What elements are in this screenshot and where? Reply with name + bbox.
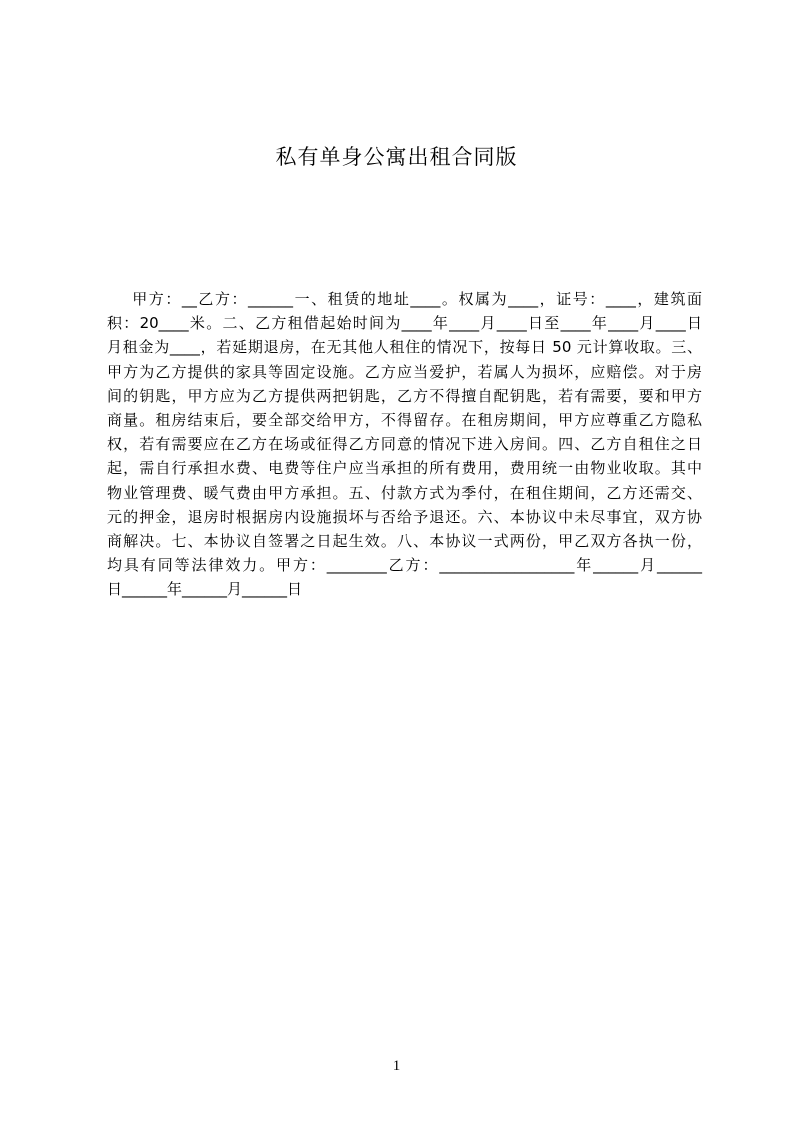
body-line-7: 权，若有需要应在乙方在场或征得乙方同意的情况下进入房间。四、乙方自租住之日 xyxy=(107,435,702,454)
body-line-2: 积：20____米。二、乙方租借起始时间为____年____月____日至____年____月____日 xyxy=(107,314,702,333)
body-line-4: 甲方为乙方提供的家具等固定设施。乙方应当爱护，若属人为损坏，应赔偿。对于房 xyxy=(107,362,702,381)
body-line-3: 月租金为____，若延期退房，在无其他人租住的情况下，按每日 50 元计算收取。三、 xyxy=(107,338,702,357)
body-line-1: 甲方：__乙方：______一、租赁的地址____。权属为____，证号：____，建筑面 xyxy=(107,290,702,308)
body-line-10: 元的押金，退房时根据房内设施损坏与否给予退还。六、本协议中未尽事宜，双方协 xyxy=(107,507,702,526)
body-line-5: 间的钥匙，甲方应为乙方提供两把钥匙，乙方不得擅自配钥匙，若有需要，要和甲方 xyxy=(107,386,702,405)
document-title: 私有单身公寓出租合同版 xyxy=(275,145,518,169)
body-line-13: 日______年______月______日 xyxy=(107,580,303,599)
page-number: 1 xyxy=(392,1058,401,1074)
body-line-9: 物业管理费、暖气费由甲方承担。五、付款方式为季付，在租住期间，乙方还需交、 xyxy=(107,483,702,502)
contract-body xyxy=(107,287,702,601)
body-line-8: 起，需自行承担水费、电费等住户应当承担的所有费用，费用统一由物业收取。其中 xyxy=(107,459,702,478)
body-line-11: 商解决。七、本协议自签署之日起生效。八、本协议一式两份，甲乙双方各执一份， xyxy=(107,531,702,550)
body-line-6: 商量。租房结束后，要全部交给甲方，不得留存。在租房期间，甲方应尊重乙方隐私 xyxy=(107,410,702,429)
body-line-12: 均具有同等法律效力。甲方：________乙方：__________________年______月______ xyxy=(107,556,702,575)
